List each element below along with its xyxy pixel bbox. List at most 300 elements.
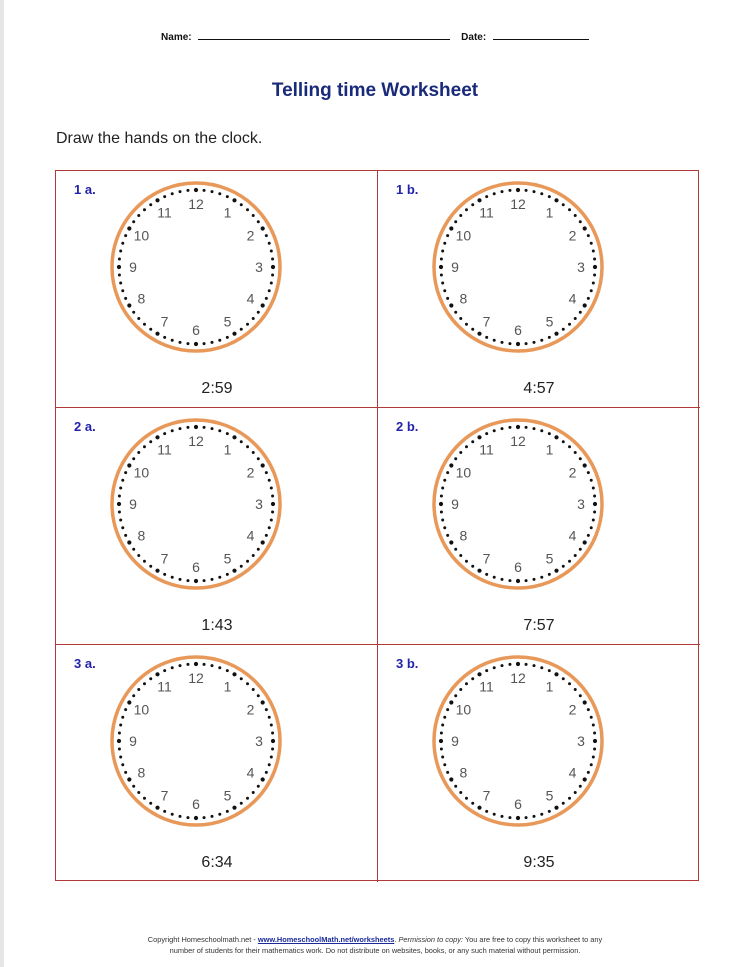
minute-dot — [508, 579, 511, 582]
minute-dot — [203, 579, 206, 582]
problem-grid — [55, 170, 699, 881]
clock-number: 8 — [137, 290, 146, 307]
clock-number: 2 — [246, 464, 255, 481]
minute-dot — [485, 573, 488, 576]
clock-number: 12 — [510, 670, 526, 686]
minute-dot — [137, 214, 140, 217]
minute-dot — [240, 677, 243, 680]
minute-dot — [590, 479, 593, 482]
clock-number: 1 — [545, 678, 554, 695]
minute-dot — [449, 540, 453, 544]
footer-link[interactable]: www.HomeschoolMath.net/worksheets — [257, 935, 395, 944]
minute-dot — [211, 341, 214, 344]
minute-dot — [194, 816, 198, 820]
problem-time: 4:57 — [523, 380, 555, 397]
minute-dot — [186, 189, 189, 192]
minute-dot — [132, 311, 135, 314]
problem-label: 3 a. — [74, 656, 96, 671]
minute-dot — [548, 810, 551, 813]
minute-dot — [268, 763, 271, 766]
minute-dot — [485, 432, 488, 435]
minute-dot — [261, 540, 265, 544]
minute-dot — [454, 548, 457, 551]
minute-dot — [579, 220, 582, 223]
minute-dot — [137, 688, 140, 691]
minute-dot — [443, 479, 446, 482]
minute-dot — [268, 242, 271, 245]
minute-dot — [118, 731, 121, 734]
minute-dot — [119, 519, 122, 522]
problem-label: 1 a. — [74, 182, 96, 197]
clock-number: 2 — [568, 701, 577, 718]
minute-dot — [562, 440, 565, 443]
minute-dot — [143, 560, 146, 563]
clock-number: 1 — [223, 204, 232, 221]
minute-dot — [124, 534, 127, 537]
minute-dot — [443, 526, 446, 529]
minute-dot — [240, 802, 243, 805]
minute-dot — [508, 426, 511, 429]
minute-dot — [493, 576, 496, 579]
minute-dot — [500, 578, 503, 581]
minute-dot — [271, 257, 274, 260]
minute-dot — [171, 429, 174, 432]
minute-dot — [163, 810, 166, 813]
minute-dot — [226, 669, 229, 672]
minute-dot — [587, 708, 590, 711]
minute-dot — [186, 342, 189, 345]
minute-dot — [548, 336, 551, 339]
minute-dot — [211, 427, 214, 430]
minute-dot — [583, 777, 587, 781]
copyright-footer — [0, 934, 750, 956]
minute-dot — [143, 797, 146, 800]
minute-dot — [252, 317, 255, 320]
minute-dot — [454, 785, 457, 788]
clock-number: 11 — [157, 441, 172, 458]
clock-number: 11 — [479, 204, 494, 221]
clock-face-icon[interactable] — [428, 414, 608, 594]
minute-dot — [459, 451, 462, 454]
clock-face-icon[interactable] — [106, 414, 286, 594]
minute-dot — [203, 426, 206, 429]
minute-dot — [119, 486, 122, 489]
minute-dot — [554, 435, 558, 439]
minute-dot — [155, 672, 159, 676]
minute-dot — [124, 297, 127, 300]
clock-number: 11 — [157, 204, 172, 221]
minute-dot — [554, 672, 558, 676]
minute-dot — [574, 791, 577, 794]
minute-dot — [533, 815, 536, 818]
minute-dot — [186, 663, 189, 666]
clock-number: 4 — [568, 764, 577, 781]
minute-dot — [143, 445, 146, 448]
minute-dot — [132, 785, 135, 788]
clock-face-icon[interactable] — [428, 651, 608, 831]
minute-dot — [465, 682, 468, 685]
clock-number: 8 — [459, 764, 468, 781]
minute-dot — [508, 342, 511, 345]
minute-dot — [270, 756, 273, 759]
problem-time: 1:43 — [201, 617, 233, 634]
minute-dot — [118, 511, 121, 514]
minute-dot — [155, 332, 159, 336]
minute-dot — [583, 700, 587, 704]
minute-dot — [211, 815, 214, 818]
clock-number: 5 — [545, 313, 554, 330]
minute-dot — [155, 435, 159, 439]
minute-dot — [477, 569, 481, 573]
minute-dot — [554, 198, 558, 202]
minute-dot — [525, 579, 528, 582]
minute-dot — [587, 534, 590, 537]
minute-dot — [493, 666, 496, 669]
minute-dot — [119, 249, 122, 252]
minute-dot — [446, 771, 449, 774]
minute-dot — [194, 662, 198, 666]
minute-dot — [270, 486, 273, 489]
minute-dot — [143, 208, 146, 211]
minute-dot — [477, 332, 481, 336]
minute-dot — [593, 494, 596, 497]
footer-permission-text: You are free to copy this worksheet to any — [462, 935, 603, 944]
minute-dot — [548, 432, 551, 435]
minute-dot — [178, 427, 181, 430]
clock-number: 9 — [451, 259, 459, 275]
minute-dot — [194, 425, 198, 429]
minute-dot — [516, 816, 520, 820]
minute-dot — [593, 731, 596, 734]
minute-dot — [117, 502, 121, 506]
minute-dot — [568, 208, 571, 211]
minute-dot — [246, 682, 249, 685]
minute-dot — [265, 471, 268, 474]
minute-dot — [440, 731, 443, 734]
problem-cell — [56, 408, 378, 645]
minute-dot — [271, 739, 275, 743]
clock-number: 9 — [129, 259, 137, 275]
minute-dot — [268, 526, 271, 529]
minute-dot — [252, 554, 255, 557]
minute-dot — [592, 486, 595, 489]
minute-dot — [246, 323, 249, 326]
minute-dot — [124, 471, 127, 474]
minute-dot — [477, 806, 481, 810]
minute-dot — [270, 249, 273, 252]
minute-dot — [257, 457, 260, 460]
minute-dot — [226, 573, 229, 576]
clock-face-icon[interactable] — [428, 177, 608, 357]
problem-cell — [56, 171, 378, 408]
minute-dot — [155, 806, 159, 810]
minute-dot — [226, 195, 229, 198]
minute-dot — [449, 303, 453, 307]
minute-dot — [568, 445, 571, 448]
clock-number: 6 — [192, 322, 200, 338]
minute-dot — [500, 664, 503, 667]
clock-number: 12 — [188, 433, 204, 449]
minute-dot — [240, 565, 243, 568]
minute-dot — [186, 816, 189, 819]
clock-number: 4 — [568, 527, 577, 544]
minute-dot — [574, 451, 577, 454]
minute-dot — [118, 257, 121, 260]
minute-dot — [485, 195, 488, 198]
minute-dot — [218, 339, 221, 342]
minute-dot — [271, 502, 275, 506]
minute-dot — [540, 339, 543, 342]
minute-dot — [568, 323, 571, 326]
problem-time: 6:34 — [201, 854, 233, 871]
minute-dot — [218, 576, 221, 579]
minute-dot — [493, 192, 496, 195]
minute-dot — [533, 664, 536, 667]
minute-dot — [132, 694, 135, 697]
minute-dot — [265, 534, 268, 537]
minute-dot — [583, 303, 587, 307]
minute-dot — [574, 214, 577, 217]
minute-dot — [171, 339, 174, 342]
minute-dot — [252, 451, 255, 454]
minute-dot — [118, 274, 121, 277]
minute-dot — [132, 548, 135, 551]
minute-dot — [127, 777, 131, 781]
minute-dot — [562, 203, 565, 206]
minute-dot — [446, 534, 449, 537]
minute-dot — [465, 560, 468, 563]
minute-dot — [446, 471, 449, 474]
minute-dot — [568, 797, 571, 800]
minute-dot — [592, 282, 595, 285]
minute-dot — [119, 756, 122, 759]
clock-number: 3 — [255, 259, 263, 275]
minute-dot — [268, 289, 271, 292]
clock-number: 2 — [568, 227, 577, 244]
minute-dot — [261, 777, 265, 781]
problem-cell — [378, 645, 700, 882]
minute-dot — [465, 797, 468, 800]
clock-number: 10 — [133, 464, 150, 481]
date-label: Date: — [461, 32, 487, 43]
minute-dot — [271, 511, 274, 514]
minute-dot — [261, 303, 265, 307]
minute-dot — [587, 471, 590, 474]
minute-dot — [149, 328, 152, 331]
minute-dot — [590, 716, 593, 719]
minute-dot — [121, 526, 124, 529]
minute-dot — [471, 328, 474, 331]
minute-dot — [592, 249, 595, 252]
problem-label: 1 b. — [396, 182, 419, 197]
clock-number: 2 — [246, 701, 255, 718]
minute-dot — [232, 198, 236, 202]
minute-dot — [525, 663, 528, 666]
minute-dot — [471, 802, 474, 805]
minute-dot — [459, 791, 462, 794]
minute-dot — [270, 723, 273, 726]
minute-dot — [568, 560, 571, 563]
minute-dot — [118, 748, 121, 751]
minute-dot — [441, 723, 444, 726]
minute-dot — [149, 802, 152, 805]
minute-dot — [554, 569, 558, 573]
minute-dot — [579, 548, 582, 551]
minute-dot — [252, 791, 255, 794]
minute-dot — [454, 457, 457, 460]
clock-number: 4 — [246, 290, 255, 307]
minute-dot — [540, 813, 543, 816]
minute-dot — [119, 282, 122, 285]
minute-dot — [441, 282, 444, 285]
minute-dot — [155, 569, 159, 573]
clock-face-icon[interactable] — [106, 177, 286, 357]
instructions-text: Draw the hands on the clock. — [56, 130, 263, 147]
minute-dot — [124, 708, 127, 711]
clock-number: 10 — [133, 701, 150, 718]
clock-number: 9 — [451, 733, 459, 749]
minute-dot — [441, 486, 444, 489]
minute-dot — [143, 323, 146, 326]
minute-dot — [574, 317, 577, 320]
minute-dot — [477, 672, 481, 676]
minute-dot — [592, 756, 595, 759]
minute-dot — [583, 463, 587, 467]
clock-number: 12 — [510, 196, 526, 212]
clock-number: 10 — [455, 701, 472, 718]
clock-number: 7 — [160, 313, 169, 330]
minute-dot — [440, 494, 443, 497]
problem-label: 2 b. — [396, 419, 419, 434]
minute-dot — [471, 440, 474, 443]
minute-dot — [443, 763, 446, 766]
minute-dot — [211, 578, 214, 581]
minute-dot — [579, 311, 582, 314]
minute-dot — [440, 511, 443, 514]
minute-dot — [271, 265, 275, 269]
minute-dot — [449, 700, 453, 704]
minute-dot — [127, 226, 131, 230]
minute-dot — [449, 777, 453, 781]
clock-number: 2 — [246, 227, 255, 244]
minute-dot — [592, 723, 595, 726]
minute-dot — [441, 756, 444, 759]
minute-dot — [525, 426, 528, 429]
minute-dot — [459, 554, 462, 557]
clock-number: 5 — [223, 787, 232, 804]
clock-number: 11 — [157, 678, 172, 695]
minute-dot — [554, 332, 558, 336]
clock-number: 9 — [129, 496, 137, 512]
date-blank-line[interactable] — [493, 30, 589, 40]
minute-dot — [465, 445, 468, 448]
minute-dot — [137, 554, 140, 557]
clock-number: 10 — [455, 464, 472, 481]
minute-dot — [252, 214, 255, 217]
minute-dot — [500, 341, 503, 344]
minute-dot — [270, 519, 273, 522]
minute-dot — [441, 519, 444, 522]
minute-dot — [246, 445, 249, 448]
minute-dot — [127, 463, 131, 467]
minute-dot — [590, 242, 593, 245]
minute-dot — [525, 342, 528, 345]
minute-dot — [143, 682, 146, 685]
minute-dot — [149, 203, 152, 206]
minute-dot — [493, 813, 496, 816]
minute-dot — [127, 540, 131, 544]
minute-dot — [471, 677, 474, 680]
minute-dot — [533, 190, 536, 193]
clock-number: 8 — [137, 764, 146, 781]
minute-dot — [593, 274, 596, 277]
minute-dot — [443, 289, 446, 292]
minute-dot — [440, 748, 443, 751]
minute-dot — [533, 427, 536, 430]
problem-cell — [56, 645, 378, 882]
clock-number: 5 — [545, 550, 554, 567]
minute-dot — [218, 192, 221, 195]
minute-dot — [500, 190, 503, 193]
minute-dot — [265, 234, 268, 237]
minute-dot — [118, 494, 121, 497]
clock-number: 6 — [514, 796, 522, 812]
footer-copyright: Copyright Homeschoolmath.net - — [147, 935, 258, 944]
minute-dot — [178, 190, 181, 193]
minute-dot — [149, 677, 152, 680]
minute-dot — [132, 220, 135, 223]
clock-number: 5 — [545, 787, 554, 804]
minute-dot — [477, 435, 481, 439]
minute-dot — [171, 666, 174, 669]
minute-dot — [440, 274, 443, 277]
minute-dot — [121, 479, 124, 482]
minute-dot — [533, 341, 536, 344]
name-blank-line[interactable] — [198, 30, 450, 40]
minute-dot — [261, 226, 265, 230]
minute-dot — [203, 189, 206, 192]
minute-dot — [548, 669, 551, 672]
problem-time: 9:35 — [523, 854, 555, 871]
clock-number: 1 — [223, 678, 232, 695]
problem-time: 2:59 — [201, 380, 233, 397]
minute-dot — [568, 682, 571, 685]
minute-dot — [540, 666, 543, 669]
footer-line-2: number of students for their mathematics work. Do not distribute on websites, books, or any such material without permission. — [169, 946, 581, 955]
minute-dot — [533, 578, 536, 581]
minute-dot — [540, 192, 543, 195]
minute-dot — [246, 560, 249, 563]
minute-dot — [516, 425, 520, 429]
minute-dot — [271, 274, 274, 277]
minute-dot — [119, 723, 122, 726]
minute-dot — [271, 748, 274, 751]
page-title: Telling time Worksheet — [271, 80, 479, 101]
clock-face-icon[interactable] — [106, 651, 286, 831]
minute-dot — [261, 700, 265, 704]
minute-dot — [252, 688, 255, 691]
minute-dot — [257, 220, 260, 223]
minute-dot — [593, 502, 597, 506]
minute-dot — [178, 578, 181, 581]
minute-dot — [439, 739, 443, 743]
minute-dot — [583, 226, 587, 230]
minute-dot — [257, 785, 260, 788]
minute-dot — [477, 198, 481, 202]
minute-dot — [459, 688, 462, 691]
problem-cell — [378, 408, 700, 645]
clock-number: 11 — [479, 441, 494, 458]
